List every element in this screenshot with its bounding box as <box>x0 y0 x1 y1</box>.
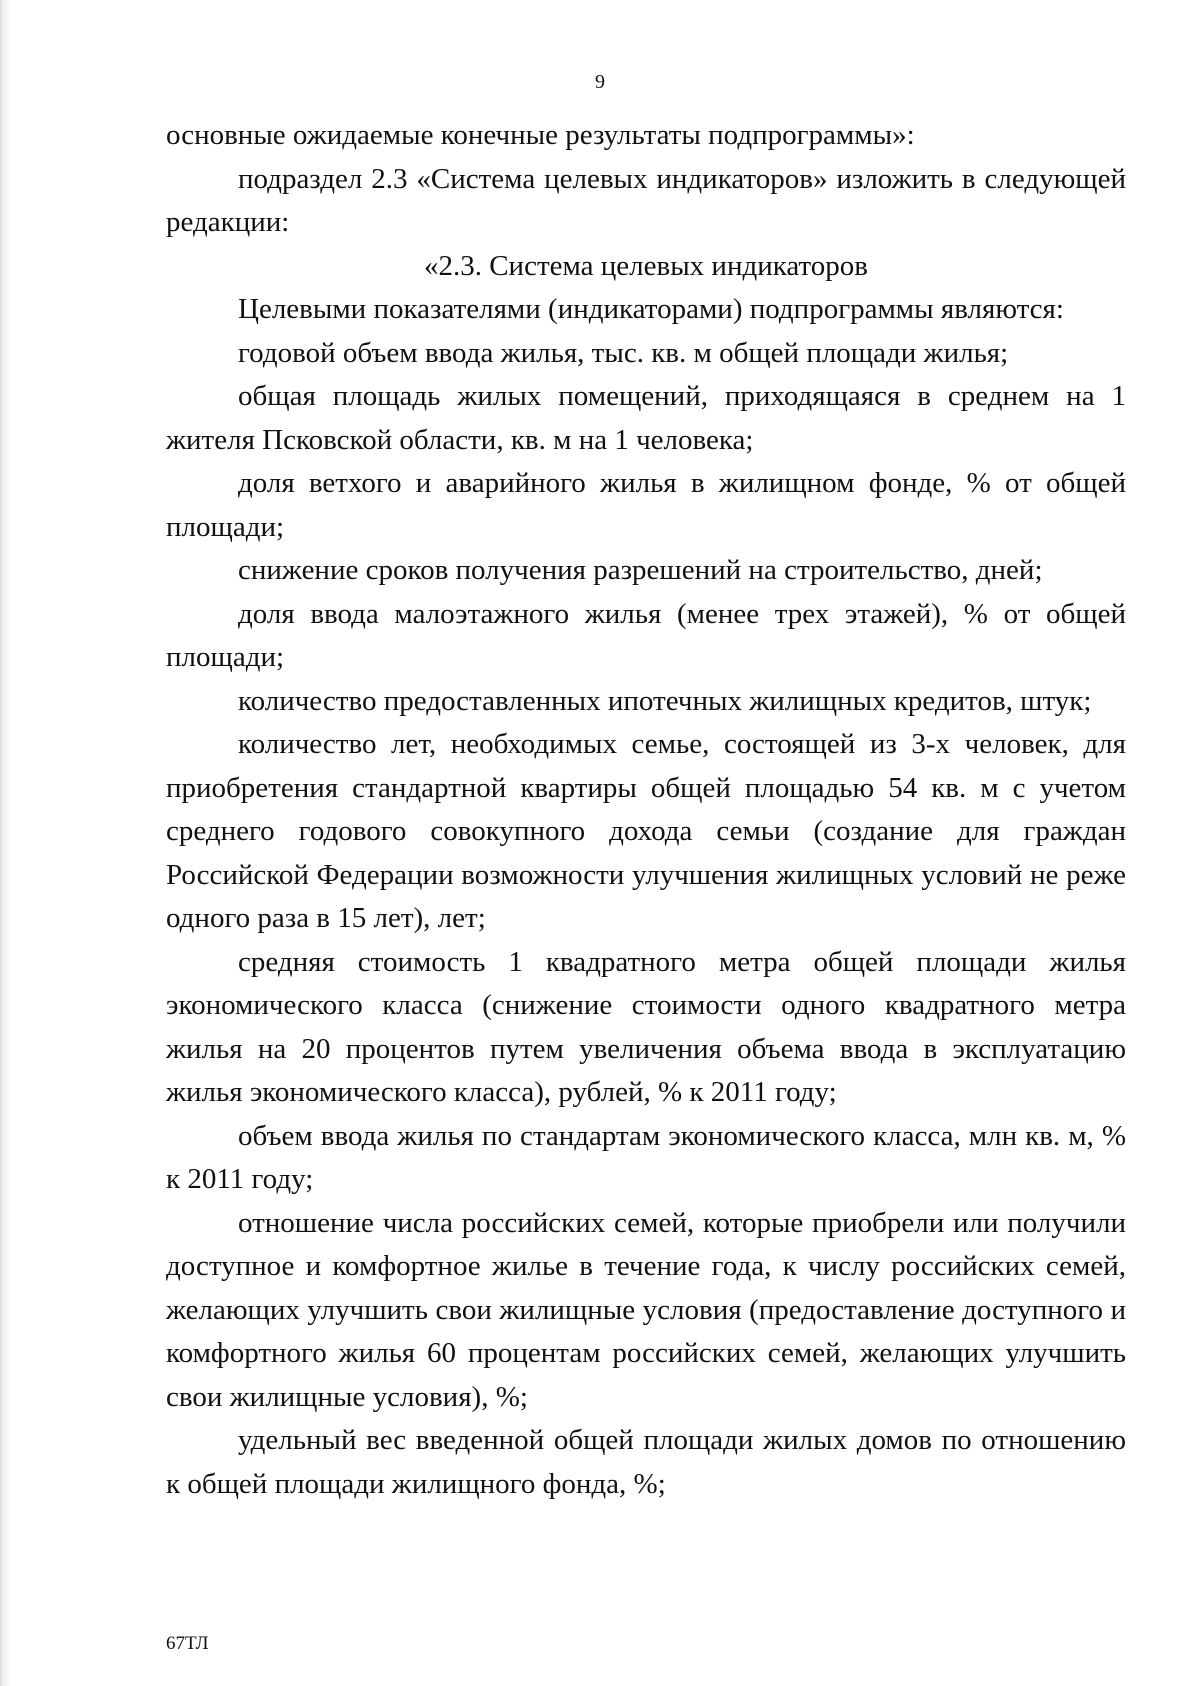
indicator-item: снижение сроков получения разрешений на строительство, дней; <box>238 554 1043 586</box>
document-code: 67ТЛ <box>166 1633 209 1654</box>
section-heading: «2.3. Система целевых индикаторов <box>423 249 869 282</box>
document-body <box>166 114 1126 1506</box>
indicator-item: количество лет, необходимых семье, состоящей из 3-х человек, для приобретения стандартной квартиры общей площадью 54 кв. м с учетом среднего годового совокупного дохода семьи (создание для граждан Российской Федерации возможности улучшения жилищных условий не реже одного раза в 15 лет), лет; <box>166 728 1126 934</box>
indicator-item: доля ввода малоэтажного жилья (менее трех этажей), % от общей площади; <box>166 597 1126 673</box>
page-number: 9 <box>595 71 605 93</box>
indicator-item: средняя стоимость 1 квадратного метра общей площади жилья экономического класса (снижение стоимости одного квадратного метра жилья на 20 процентов путем увеличения объема ввода в эксплуатацию жилья экономического класса), рублей, % к 2011 году; <box>166 945 1126 1108</box>
indicator-item: общая площадь жилых помещений, приходящаяся в среднем на 1 жителя Псковской области, кв. м на 1 человека; <box>166 380 1126 456</box>
scan-edge <box>0 0 14 1686</box>
indicator-item: годовой объем ввода жилья, тыс. кв. м общей площади жилья; <box>238 336 1009 369</box>
indicator-item: отношение числа российских семей, которые приобрели или получили доступное и комфортное жилье в течение года, к числу российских семей, желающих улучшить свои жилищные условия (предоставление доступного и комфортного жилья 60 процентам российских семей, желающих улучшить свои жилищные условия), %; <box>166 1206 1126 1413</box>
indicator-item: количество предоставленных ипотечных жилищных кредитов, штук; <box>238 684 1092 717</box>
paragraph-subsection-instruction: подраздел 2.3 «Система целевых индикаторов» изложить в следующей редакции: <box>166 162 1126 238</box>
indicator-item: удельный вес введенной общей площади жилых домов по отношению к общей площади жилищного фонда, %; <box>166 1424 1126 1500</box>
paragraph-indicators-intro: Целевыми показателями (индикаторами) подпрограммы являются: <box>238 293 1064 325</box>
indicator-item: доля ветхого и аварийного жилья в жилищном фонде, % от общей площади; <box>166 467 1126 543</box>
indicator-item: объем ввода жилья по стандартам экономического класса, млн кв. м, % к 2011 году; <box>166 1119 1126 1195</box>
paragraph-intro: основные ожидаемые конечные результаты подпрограммы»: <box>166 119 915 151</box>
